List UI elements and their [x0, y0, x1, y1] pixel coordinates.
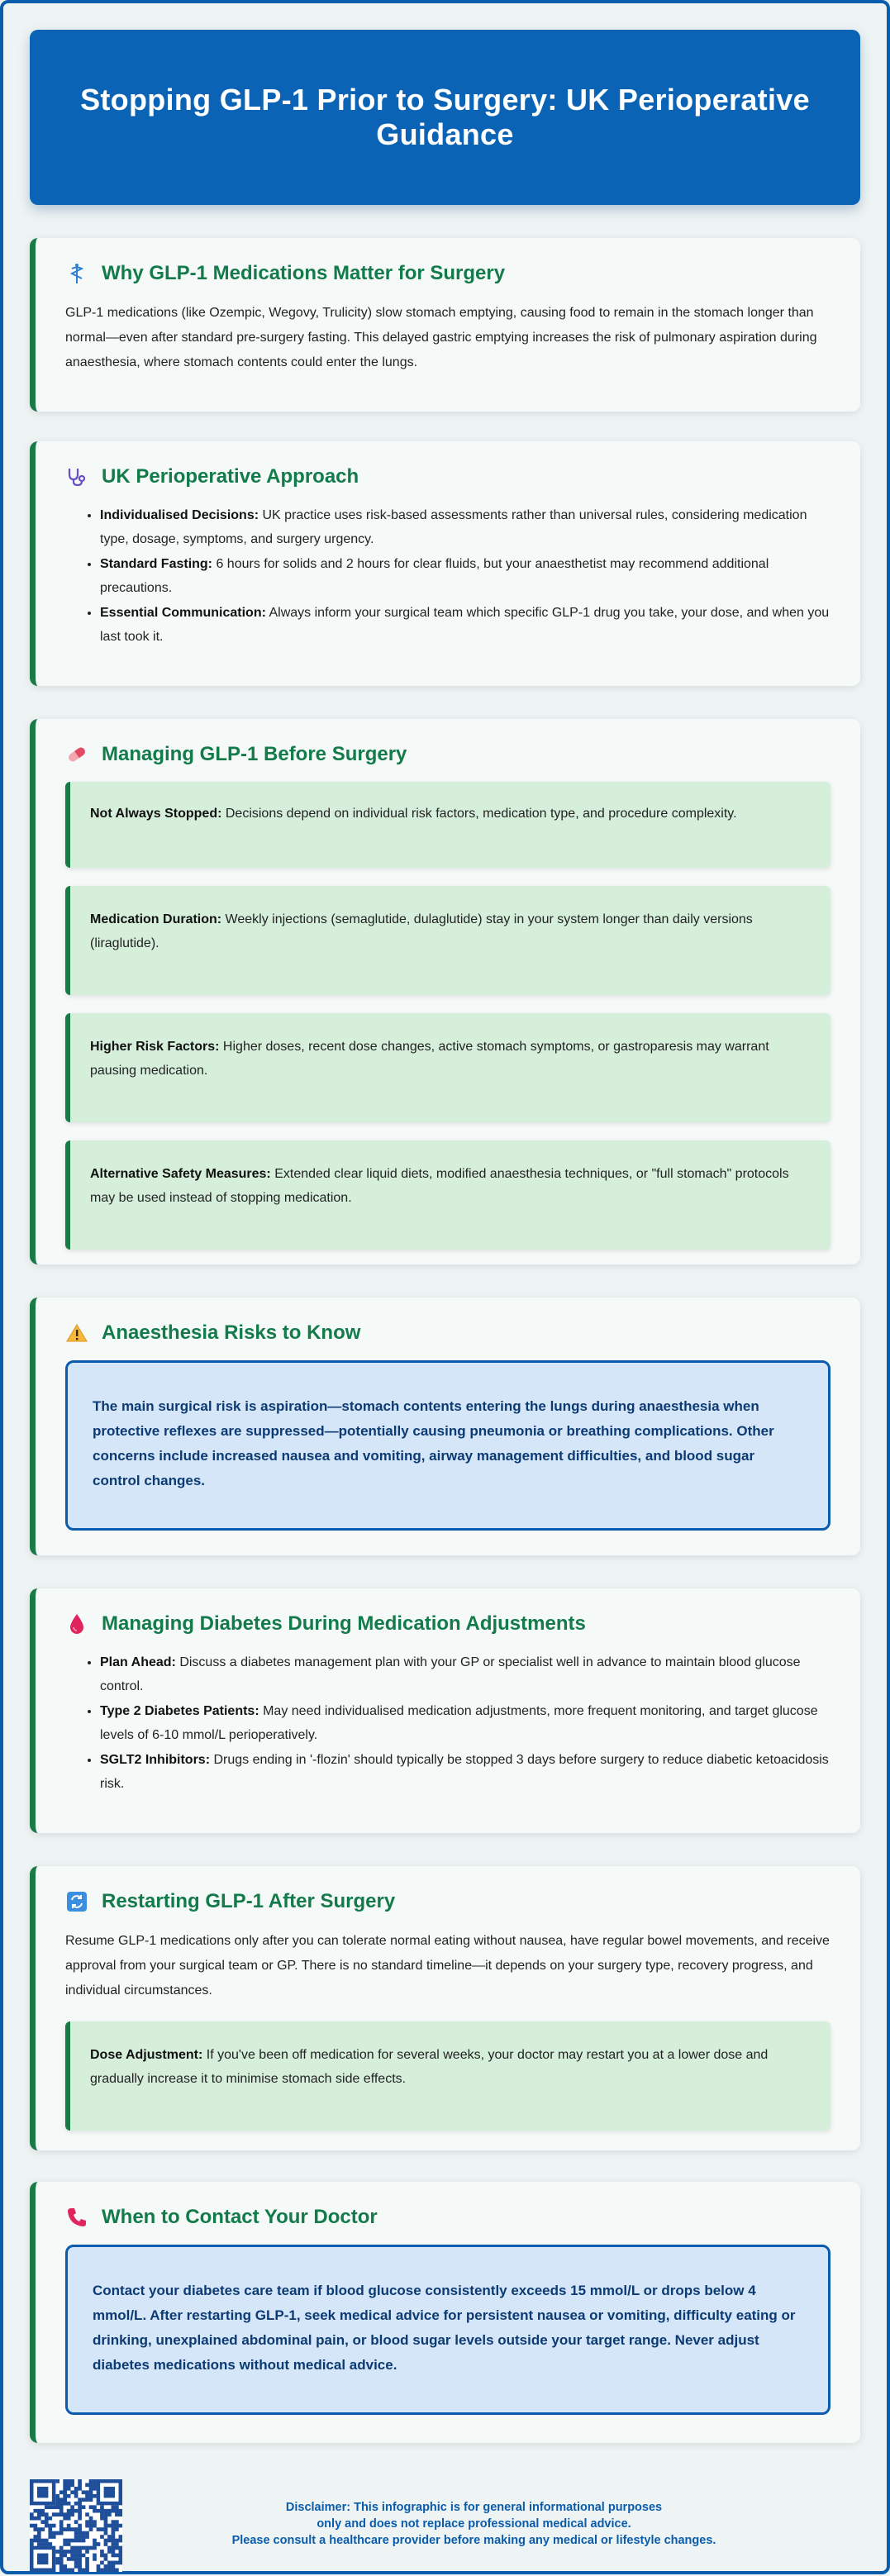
list-item: • Individualised Decisions: UK practice uses risk-based assessments rather than universal rules, considering medication type, dosage, symptoms, and surgery urgency. — [100, 504, 831, 551]
section-why-glp1 — [30, 238, 860, 412]
page-title: Stopping GLP-1 Prior to Surgery: UK Perioperative Guidance — [80, 83, 810, 151]
section-diabetes — [30, 1588, 860, 1833]
approach-list — [65, 504, 831, 649]
diabetes-list — [65, 1651, 831, 1796]
list-item: • Standard Fasting: 6 hours for solids and 2 hours for clear fluids, but your anaesthetist may recommend additional precautions. — [100, 553, 831, 600]
restart-arrows-icon — [65, 1890, 88, 1913]
section-managing-before — [30, 719, 860, 1264]
pill-icon — [65, 743, 88, 766]
warning-icon — [65, 1321, 88, 1345]
section-title: UK Perioperative Approach — [102, 465, 359, 488]
section-title: Managing GLP-1 Before Surgery — [102, 743, 407, 765]
section-title: Managing Diabetes During Medication Adjustments — [102, 1612, 586, 1635]
info-box: Alternative Safety Measures: Extended clear liquid diets, modified anaesthesia techniques, or "full stomach" protocols may be used instead of stopping medication. — [65, 1140, 831, 1250]
list-item: • SGLT2 Inhibitors: Drugs ending in '-flozin' should typically be stopped 3 days before surgery to reduce diabetic ketoacidosis risk. — [100, 1749, 831, 1796]
section-text: GLP-1 medications (like Ozempic, Wegovy, Trulicity) slow stomach emptying, causing food to remain in the stomach longer than normal—even after standard pre-surgery fasting. This delayed gastric emptying increases the risk of pulmonary aspiration during anaesthesia, where stomach contents could enter the lungs. — [65, 306, 817, 369]
alert-box: The main surgical risk is aspiration—stomach contents entering the lungs during anaesthesia when protective reflexes are suppressed—potentially causing pneumonia or breathing complications. Other concerns include increased nausea and vomiting, airway management difficulties, and blood sugar control changes. — [65, 1360, 831, 1531]
section-contact-doctor — [30, 2182, 860, 2443]
alert-box: Contact your diabetes care team if blood glucose consistently exceeds 15 mmol/L or drops below 4 mmol/L. After restarting GLP-1, seek medical advice for persistent nausea or vomiting, difficulty eating or drinking, unexplained abdominal pain, or blood sugar levels outside your target range. Never adjust diabetes medications without medical advice. — [65, 2245, 831, 2415]
disclaimer: Disclaimer: This infographic is for general informational purposes only and does not replace professional medical advice. Please consult a healthcare provider before making any medical or lifestyle changes. — [231, 2501, 716, 2547]
info-box: Not Always Stopped: Decisions depend on individual risk factors, medication type, and procedure complexity. — [65, 782, 831, 868]
section-title: Anaesthesia Risks to Know — [102, 1321, 361, 1344]
section-anaesthesia-risks — [30, 1298, 860, 1555]
section-title: Why GLP-1 Medications Matter for Surgery — [102, 262, 506, 284]
section-restarting — [30, 1866, 860, 2150]
blood-drop-icon — [65, 1612, 88, 1636]
section-uk-approach — [30, 441, 860, 686]
section-title: Restarting GLP-1 After Surgery — [102, 1890, 396, 1912]
list-item: • Essential Communication: Always inform your surgical team which specific GLP-1 drug you take, your dose, and when you last took it. — [100, 602, 831, 649]
qr-code[interactable] — [30, 2479, 122, 2572]
info-box: Dose Adjustment: If you've been off medication for several weeks, your doctor may restart you at a lower dose and gradually increase it to minimise stomach side effects. — [65, 2021, 831, 2131]
caduceus-icon — [65, 262, 88, 285]
info-box: Higher Risk Factors: Higher doses, recent dose changes, active stomach symptoms, or gastroparesis may warrant pausing medication. — [65, 1013, 831, 1122]
disclaimer-label: Disclaimer: — [285, 2501, 351, 2514]
list-item: • Plan Ahead: Discuss a diabetes management plan with your GP or specialist well in advance to maintain blood glucose control. — [100, 1651, 831, 1698]
phone-icon — [65, 2206, 88, 2229]
stethoscope-icon — [65, 465, 88, 488]
list-item: • Type 2 Diabetes Patients: May need individualised medication adjustments, more frequent monitoring, and target glucose levels of 6-10 mmol/L perioperatively. — [100, 1700, 831, 1747]
section-title: When to Contact Your Doctor — [102, 2206, 378, 2228]
footer — [30, 2479, 860, 2562]
info-box: Medication Duration: Weekly injections (semaglutide, dulaglutide) stay in your system longer than daily versions (liraglutide). — [65, 886, 831, 995]
section-text: Resume GLP-1 medications only after you can tolerate normal eating without nausea, have regular bowel movements, and receive approval from your surgical team or GP. There is no standard timeline—it depends on your surgery type, recovery progress, and individual circumstances. — [65, 1934, 830, 1997]
page-header — [30, 30, 860, 205]
